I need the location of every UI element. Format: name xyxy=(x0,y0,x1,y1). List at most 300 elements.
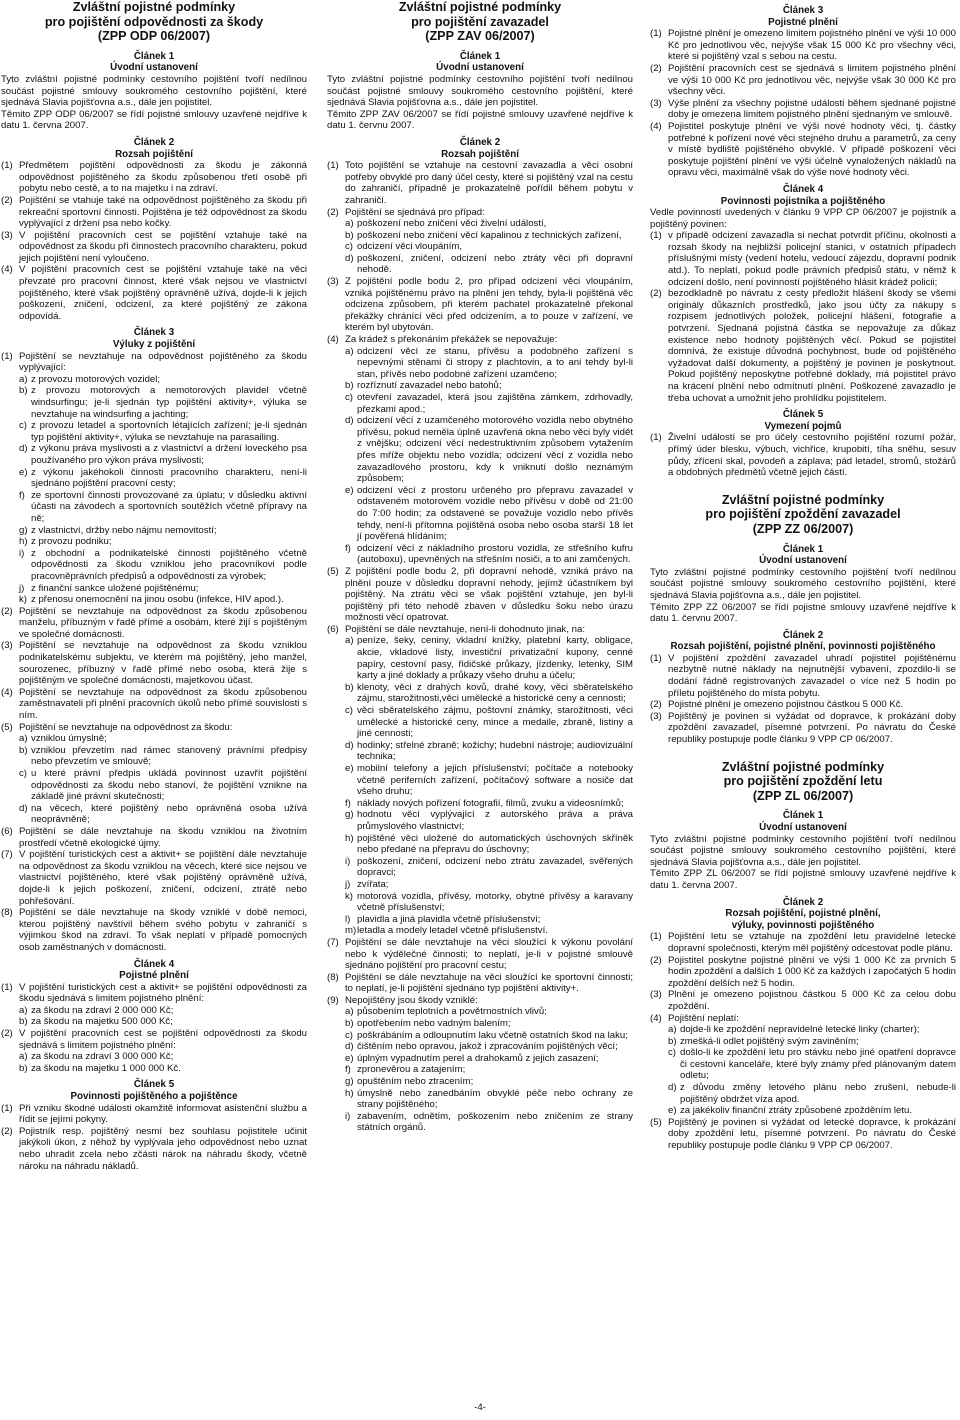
article-heading: Článek 3 Výluky z pojištění xyxy=(112,327,196,351)
list-item xyxy=(1,803,307,826)
paragraph-number: (7) xyxy=(1,849,13,861)
paragraph-number: (3) xyxy=(650,97,662,109)
paragraph-number: (1) xyxy=(327,160,339,172)
article xyxy=(327,51,633,132)
paragraph-text: Tyto zvláštní pojistné podmínky cestovního pojištění tvoří nedílnou součást pojistné smlouvy soukromého cestovního pojištění, které sjednává Slavia pojišťovna a.s., dále jen pojistitel. xyxy=(650,833,956,868)
list-text: mobilní telefony a jejich příslušenství; počítače a notebooky včetně periferních zařízení, počítačový software a nosiče dat všeho druhu; xyxy=(357,763,633,798)
paragraph-number: (5) xyxy=(327,565,339,577)
section-gap xyxy=(650,746,956,760)
paragraph-item xyxy=(650,1117,956,1152)
paragraph-number: (8) xyxy=(1,907,13,919)
list-item xyxy=(327,392,633,415)
paragraph-item xyxy=(650,653,956,699)
list-text: opuštěním nebo ztracením; xyxy=(357,1076,474,1088)
paragraph-text: V pojištění turistických cest a aktivit+ se pojištění dále nevztahuje na odpovědnost za škodu vzniklou na věcech, které sice nejsou ve vlastnictví pojištěného, které však pojištěný oprávněně užívá, dojde-li k jejich poškození, zničení, odcizení, ztrátě nebo pohřešování. xyxy=(19,849,307,907)
paragraph-number: (2) xyxy=(1,605,13,617)
article xyxy=(650,544,956,625)
article-heading: Článek 1 Úvodní ustanovení xyxy=(110,50,198,74)
list-item xyxy=(1,467,307,490)
paragraph-number: (2) xyxy=(650,954,662,966)
paragraph-number: (4) xyxy=(1,264,13,276)
paragraph-text: Pojištění se sjednává pro případ: xyxy=(345,206,485,218)
list-letter: a) xyxy=(345,218,354,230)
list-item xyxy=(1,1005,307,1017)
list-letter: a) xyxy=(668,1024,677,1036)
article-heading: Článek 1 Úvodní ustanovení xyxy=(436,50,524,74)
paragraph-text: Pojištění se vtahuje také na odpovědnost pojištěného za škodu při rekreační sportovní činnosti. Pojištěna je též odpovědnost za škodu vyplývající z držení psa nebo kočky. xyxy=(19,194,307,230)
paragraph-text: Pojištění se nevztahuje na odpovědnost pojištěného za škodu vyplývající: xyxy=(19,350,307,374)
paragraph-item xyxy=(1,687,307,722)
list-text: věci sběratelského zájmu, poštovní známky, starožitnosti, věci umělecké a historické ceny, mince a medaile, zbraně, listiny a jiné cennosti; xyxy=(357,705,633,740)
paragraph-item xyxy=(1,982,307,1005)
page-number: -4- xyxy=(474,1402,486,1413)
paragraph-item xyxy=(327,334,633,346)
paragraph-text: Pojištění se nevztahuje na odpovědnost za škodu: xyxy=(19,721,233,733)
paragraph-item xyxy=(1,195,307,230)
article xyxy=(650,184,956,404)
list-letter: b) xyxy=(668,1035,677,1047)
paragraph-number: (4) xyxy=(650,120,662,132)
paragraph-number: (5) xyxy=(1,721,13,733)
list-item xyxy=(327,1076,633,1088)
list-item xyxy=(650,1047,956,1082)
paragraph-number: (1) xyxy=(1,981,13,993)
paragraph-number: (2) xyxy=(1,194,13,206)
paragraph-text: Tyto zvláštní pojistné podmínky cestovního pojištění tvoří nedílnou součást pojistné smlouvy soukromého cestovního pojištění, které sjednává Slavia pojišťovna a.s., dále jen pojistitel. xyxy=(327,73,633,109)
article xyxy=(1,1079,307,1172)
list-text: poškození, zničení, odcizení nebo ztrátu zavazadel, svěřených dopravci; xyxy=(357,855,633,879)
list-item xyxy=(1,385,307,420)
list-letter: d) xyxy=(19,802,28,814)
list-letter: a) xyxy=(345,345,354,357)
paragraph-item xyxy=(1,230,307,265)
list-letter: c) xyxy=(345,392,353,403)
list-item xyxy=(1,1063,307,1075)
list-item xyxy=(1,443,307,466)
paragraph-number: (4) xyxy=(327,334,339,346)
list-item xyxy=(327,740,633,763)
paragraph-text: Pojištění se dále nevztahuje, není-li dohodnuto jinak, na: xyxy=(345,623,586,635)
section-title: Zvláštní pojistné podmínky pro pojištění zavazadel (ZPP ZAV 06/2007) xyxy=(398,0,562,44)
list-letter: d) xyxy=(19,443,28,455)
paragraph-text: Pojištění se dále nevztahuje na věci sloužící k výkonu povolání nebo k výdělečné činnosti; to neplatí, je-li v pojistné smlouvě sjednáno pojištění pro pracovní cestu; xyxy=(345,936,633,972)
paragraph-text: Pojištění neplatí: xyxy=(668,1012,739,1024)
paragraph-item xyxy=(327,207,633,219)
paragraph-text: Vedle povinností uvedených v článku 9 VPP CP 06/2007 je pojistník a pojištěný povinen: xyxy=(650,207,956,230)
paragraph-text: Výše plnění za všechny pojistné události během sjednané pojistné doby je omezena limitem pojistného plnění sjednaným ve smlouvě. xyxy=(668,97,956,121)
section-title: Zvláštní pojistné podmínky pro pojištění zpoždění letu (ZPP ZL 06/2007) xyxy=(721,759,885,803)
article-heading: Článek 2 Rozsah pojištění xyxy=(441,136,519,160)
list-text: zabavením, odnětím, poškozením nebo zničením ze strany státních orgánů. xyxy=(357,1110,633,1134)
list-letter: d) xyxy=(345,739,354,751)
list-text: z finanční sankce uložené pojištěnému; xyxy=(31,582,199,594)
list-letter: b) xyxy=(345,229,354,241)
paragraph-number: (1) xyxy=(650,652,662,664)
list-item xyxy=(1,420,307,443)
list-item xyxy=(327,879,633,891)
paragraph-text: V pojištění pracovních cest se pojištění odpovědnosti za škodu sjednává s limitem pojistného plnění: xyxy=(19,1028,307,1051)
list-letter: b) xyxy=(345,681,354,693)
list-letter: f) xyxy=(345,1064,351,1076)
paragraph-number: (2) xyxy=(1,1028,13,1040)
paragraph-number: (1) xyxy=(1,350,13,362)
list-letter: a) xyxy=(19,733,28,745)
article xyxy=(650,5,956,179)
list-item xyxy=(327,1111,633,1134)
list-letter: c) xyxy=(19,768,27,779)
list-letter: a) xyxy=(19,373,28,385)
list-item xyxy=(327,635,633,681)
paragraph-item xyxy=(650,1013,956,1025)
paragraph-text: Pojistník resp. pojištěný nesmí bez souhlasu pojistitele učinit jakýkoli úkon, z něhož by vyplývala jeho odpovědnost nebo uznat nebo uhradit zcela nebo zčásti nárok na náhradu škody, včetně nároku na náhradu nákladů. xyxy=(19,1125,307,1172)
list-text: odcizení věcí ze stanu, přívěsu a podobného zařízení s nepevnými stěnami či stropy z plachtovin, a to ani tehdy byl-li stan, přívěs nebo podobné zařízení uzamčeno; xyxy=(357,345,633,380)
paragraph-item xyxy=(1,907,307,953)
paragraph-text: Těmito ZPP ZZ 06/2007 se řídí pojistné smlouvy uzavřené nejdříve k datu 1. červnu 2007. xyxy=(650,601,956,625)
list-text: motorová vozidla, přívěsy, motorky, obytné přívěsy a karavany včetně příslušenství; xyxy=(357,890,633,914)
list-letter: h) xyxy=(19,536,28,548)
list-letter: h) xyxy=(345,832,354,844)
list-item xyxy=(1,525,307,537)
list-text: otevření zavazadel, která jsou zajištěna zámkem, zdrhovadly, přezkami apod.; xyxy=(357,392,633,415)
list-item xyxy=(1,768,307,803)
list-text: zmešká-li odlet pojištěný svým zaviněním; xyxy=(680,1035,859,1047)
list-item xyxy=(327,230,633,242)
list-letter: c) xyxy=(345,1029,353,1041)
list-text: hodinky; střelné zbraně; kožichy; hudební nástroje; audiovizuální technika; xyxy=(357,739,633,763)
paragraph-text: Pojistitel poskytne pojistné plnění ve výši 1 000 Kč za prvních 5 hodin zpoždění a dalších 1 000 Kč za každých i započatých 5 hodin zpoždění delších než 5 hodin. xyxy=(668,954,956,989)
paragraph-text: bezodkladně po návratu z cesty předložit hlášení škody se všemi originály důkazních prostředků, jako jsou účty za nákupy s rozpisem jednotlivých položek, policejní hlášení, fotografie a potvrzení. Sjednaná pojistná částka se nepovažuje za důkaz existence nebo hodnoty pojištěných věcí. Pokud se pojistitel domnívá, že existuje důvodná pochybnost, bude od pojištěného vyžadovat další dokumenty, a pojištěný je povinen je poskytnout. Pokud pojištěný neposkytne potřebné doklady, má pojistitel právo na krácení plnění nebo odmítnutí plnění. Poškozené zavazadlo je třeba uchovat a umožnit jeho prohlídku pojistitelem. xyxy=(668,288,956,404)
list-text: vzniklou převzetím nad rámec stanovený právními předpisy nebo převzetím ve smlouvě; xyxy=(31,744,307,768)
paragraph-number: (3) xyxy=(327,276,339,288)
list-text: rozříznutí zavazadel nebo batohů; xyxy=(357,380,502,392)
article xyxy=(650,409,956,479)
paragraph-text: Pojištění se nevztahuje na odpovědnost za škodu vzniklou podnikatelskému subjektu, ve kterém má pojištěný, jeho manžel, sourozenec, příbuzný v řadě přímé nebo osoba, která žije s pojištěným ve společné domácnosti, majetkovou účast. xyxy=(19,640,307,687)
paragraph-item xyxy=(1,722,307,734)
list-item xyxy=(1,536,307,548)
list-letter: c) xyxy=(19,420,27,432)
list-letter: l) xyxy=(345,913,351,925)
article-heading: Článek 5 Povinnosti pojištěného a pojištěnce xyxy=(70,1079,238,1103)
paragraph-number: (2) xyxy=(650,288,662,300)
paragraph-item xyxy=(650,288,956,404)
paragraph-item xyxy=(650,931,956,954)
list-item xyxy=(1,733,307,745)
paragraph-item xyxy=(650,432,956,478)
list-letter: e) xyxy=(19,466,28,478)
list-item xyxy=(1,594,307,606)
paragraph-number: (4) xyxy=(650,1012,662,1024)
article xyxy=(1,327,307,953)
paragraph-item xyxy=(650,28,956,63)
list-letter: f) xyxy=(345,542,351,554)
list-letter: f) xyxy=(345,797,351,809)
paragraph-number: (3) xyxy=(650,989,662,1001)
paragraph-item xyxy=(650,989,956,1012)
list-letter: a) xyxy=(345,1006,354,1018)
paragraph-item xyxy=(327,624,633,636)
paragraph-item xyxy=(327,995,633,1007)
article xyxy=(650,810,956,891)
paragraph-text: Tyto zvláštní pojistné podmínky cestovního pojištění tvoří nedílnou součást pojistné smlouvy soukromého cestovního pojištění, které sjednává Slavia pojišťovna a.s., dále jen pojistitel. xyxy=(1,73,307,109)
list-text: u které právní předpis ukládá povinnost uzavřít pojištění odpovědnosti za škodu nebo stanoví, že pojištění vznikne na základě jiné právní skutečnosti; xyxy=(31,768,307,803)
paragraph-text: Pojistné plnění je omezeno limitem pojistného plnění ve výši 10 000 Kč pro jednotlivou věc, nejvýše však 15 000 Kč pro všechny věci, které si pojištěný vzal s sebou na cestu. xyxy=(668,28,956,63)
paragraph-item xyxy=(650,63,956,98)
list-text: na věcech, které pojištěný nebo oprávněná osoba užívá neoprávněně; xyxy=(31,802,307,826)
paragraph-text: Nepojištěny jsou škody vzniklé: xyxy=(345,994,478,1006)
list-letter: i) xyxy=(345,1110,351,1122)
list-letter: d) xyxy=(668,1082,677,1094)
paragraph-text: V pojištění turistických cest a aktivit+ se pojištění odpovědnosti za škodu sjednává s limitem pojistného plnění: xyxy=(19,981,307,1005)
paragraph-number: (2) xyxy=(650,62,662,74)
paragraph-number: (3) xyxy=(650,710,662,722)
list-item xyxy=(1,745,307,768)
paragraph-text: V pojištění zpoždění zavazadel uhradí pojistitel pojištěnému nezbytně nutné náklady na nejnutnější vybavení, zpozdilo-li se dodání řádně registrovaných zavazadel o více než 5 hodin po příletu pojištěného do místa pobytu. xyxy=(668,652,956,699)
paragraph-number: (1) xyxy=(1,1102,13,1114)
paragraph-item xyxy=(1,849,307,907)
list-text: poškození nebo zničení věcí kapalinou z technických zařízení, xyxy=(357,229,622,241)
column-right xyxy=(650,0,956,1152)
paragraph-text: Pojištění se dále nevztahuje na věci sloužící ke sportovní činnosti; to neplatí, je-li pojištění sjednáno typ pojištění aktivity+. xyxy=(345,971,633,995)
paragraph-text: Pojištění se nevztahuje na odpovědnost za škodu způsobenou manželu, příbuzným v řadě přímé a osobám, které žijí s pojištěným ve společné domácnosti. xyxy=(19,605,307,640)
article xyxy=(1,51,307,132)
paragraph-item xyxy=(1,1126,307,1172)
list-text: odcizení věci vloupáním, xyxy=(357,241,463,253)
paragraph-text: Pojištění se nevztahuje na odpovědnost za škodu způsobenou zaměstnavateli při plnění pracovních úkolů nebo přímé souvislosti s ním. xyxy=(19,686,307,722)
paragraph-text: Pojištění se dále nevztahuje na škodu vzniklou na životním prostředí včetně ekologické újmy. xyxy=(19,825,307,849)
list-letter: a) xyxy=(345,635,354,647)
paragraph-item xyxy=(1,160,307,195)
article-heading: Článek 4 Povinnosti pojistníka a pojištěného xyxy=(720,183,886,207)
list-text: letadla a modely letadel včetně příslušenství. xyxy=(357,925,548,937)
list-letter: i) xyxy=(345,855,351,867)
list-text: z důvodu změny letového plánu nebo zrušení, nebude-li pojištěný obdržet víza apod. xyxy=(680,1082,956,1105)
list-item xyxy=(327,925,633,937)
list-letter: f) xyxy=(19,489,25,501)
column-middle xyxy=(327,0,633,1134)
list-text: poškrábáním a odloupnutím laku včetně ostatních škod na laku; xyxy=(357,1029,628,1041)
paragraph-number: (1) xyxy=(650,931,662,943)
list-text: za škodu na zdraví 2 000 000 Kč; xyxy=(31,1004,174,1016)
list-letter: k) xyxy=(345,890,353,902)
list-letter: j) xyxy=(345,878,351,890)
paragraph-text: Z pojištění podle bodu 2, pro případ odcizení věci vloupáním, vzniká pojištěnému právo na plnění jen tehdy, byla-li pojištěná věc odcizena způsobem, při kterém pachatel prokazatelně překonal překážky chránící věci před odcizením, a to pouze v zařízení, ve kterém byl ubytován. xyxy=(345,276,633,334)
list-text: za jakékoliv finanční ztráty způsobené zpožděním letu. xyxy=(680,1105,912,1117)
paragraph-item xyxy=(327,972,633,995)
list-text: z provozu letadel a sportovních létajících zařízení; je-li sjednán typ pojištění aktivity+, výluka se nevztahuje na parasailing. xyxy=(31,420,307,443)
paragraph-number: (2) xyxy=(1,1125,13,1137)
list-item xyxy=(650,1024,956,1036)
list-text: klenoty, věci z drahých kovů, drahé kovy, věci sběratelského zájmu, starožitnosti,věci umělecké a historické ceny a cennosti; xyxy=(357,681,633,705)
list-text: hodnotu věcí vyplývající z autorského práva a práva průmyslového vlastnictví; xyxy=(357,809,633,832)
paragraph-number: (3) xyxy=(1,229,13,241)
paragraph-number: (9) xyxy=(327,994,339,1006)
paragraph-item xyxy=(327,566,633,624)
article-heading: Článek 2 Rozsah pojištění, pojistné plnění, výluky, povinnosti pojištěného xyxy=(725,896,881,931)
paragraph-item xyxy=(650,98,956,121)
list-text: úmyslně nebo zanedbáním obvyklé péče nebo ochrany ze strany pojištěného; xyxy=(357,1087,633,1111)
list-letter: e) xyxy=(668,1105,677,1117)
paragraph-item xyxy=(1,606,307,641)
paragraph-item xyxy=(650,230,956,288)
paragraph-item xyxy=(1,1028,307,1051)
list-text: z provozu motorových a nemotorových plavidel včetně windsurfingu; je-li sjednán typ pojištění aktivity+, výluka se nevztahuje na windsurfing a jachting; xyxy=(31,385,307,420)
list-text: vzniklou úmyslně; xyxy=(31,733,107,745)
list-letter: e) xyxy=(345,484,354,496)
paragraph-text: Živelní událostí se pro účely cestovního pojištění rozumí požár, přímý úder blesku, výbuch, vichřice, krupobití, tíha sněhu, sesuv půdy, zřícení skal, povodeň a záplava; pád letadel, stromů, stožárů a obdobných předmětů včetně jejich částí. xyxy=(668,432,956,479)
paragraph-item xyxy=(650,121,956,179)
paragraph-text: Pojistné plnění je omezeno pojistnou částkou 5 000 Kč. xyxy=(668,699,904,711)
list-text: ze sportovní činnosti provozované za úplatu; v důsledku aktivní účasti na závodech a sportovních soutěžích včetně přípravy na ně; xyxy=(31,489,307,524)
paragraph-text: V pojištění pracovních cest se pojištění vztahuje také na odpovědnost za škodu při činnostech pracovního charakteru, pokud jejich pojištění není vyloučeno. xyxy=(19,229,307,264)
list-letter: b) xyxy=(19,1016,28,1028)
column-left xyxy=(1,0,307,1172)
paragraph-text: V pojištění pracovních cest se pojištění vztahuje také na věci převzaté pro pracovní činnost, které však nejsou ve vlastnictví pojištěného, které však pojištěný oprávněně užívá, dojde-li k jejich poškození, zničení, odcizení, za které pojištěný ze zákona odpovídá. xyxy=(19,264,307,322)
paragraph-text: v případě odcizení zavazadla si nechat potvrdit příčinu, okolnosti a rozsah škody na nejbližší policejní stanici, v ostatních případech příslušnými místy (vedení hotelu, vedoucí zájezdu, dopravní podnik atd.). To neplatí, pokud podle právních předpisů státu, v němž k odcizení došlo, není povinností pojištěného hlásit krádež policii; xyxy=(668,230,956,288)
paragraph-number: (6) xyxy=(1,825,13,837)
list-letter: h) xyxy=(345,1087,354,1099)
paragraph-number: (4) xyxy=(1,686,13,698)
list-text: za škodu na majetku 1 000 000 Kč. xyxy=(31,1062,181,1074)
list-text: z výkonu práva myslivosti a z vlastnictví a držení loveckého psa používaného pro výkon práva myslivosti; xyxy=(31,443,307,466)
paragraph-number: (5) xyxy=(650,1116,662,1128)
list-item xyxy=(327,218,633,230)
paragraph-text: Z pojištění podle bodu 2, při dopravní nehodě, vzniká právo na plnění pouze v důsledku dopravní nehody, jejímž účastníkem byl pojištěný. Na ztrátu věci se však pojištění vztahuje, jen byl-li pojištěný při této nehodě zbaven v důsledku šoku nebo úrazu možnosti věcí opatrovat. xyxy=(345,565,633,624)
article-heading: Článek 2 Rozsah pojištění, pojistné plnění, povinnosti pojištěného xyxy=(670,629,936,653)
list-item xyxy=(327,682,633,705)
paragraph-item xyxy=(1,351,307,374)
paragraph-text: Předmětem pojištění odpovědnosti za škodu je zákonná odpovědnost pojištěného za škodu způsobenou třetí osobě při pobytu nebo cestě, a to na majetku i na zdraví. xyxy=(19,160,307,195)
list-text: z vlastnictví, držby nebo nájmu nemovitostí; xyxy=(31,524,217,536)
paragraph-item xyxy=(650,711,956,746)
list-text: peníze, šeky, ceniny, vkladní knížky, platební karty, obligace, akcie, vkladové listy, investiční privatizační kupony, cenné papíry, cestovní pasy, řidičské průkazy, jízdenky, letenky, SIM karty a jiné doklady a průkazy všeho druhu a účelu; xyxy=(357,635,633,682)
list-item xyxy=(327,346,633,381)
paragraph-text: Pojištění pracovních cest se sjednává s limitem pojistného plnění ve výši 10 000 Kč pro jednotlivou věc, nejvýše však 30 000 Kč pro všechny věci. xyxy=(668,62,956,98)
article-heading: Článek 2 Rozsah pojištění xyxy=(115,136,193,160)
list-letter: e) xyxy=(345,763,354,774)
list-text: došlo-li ke zpoždění letu pro stávku nebo jiné opatření dopravce či cestovní kanceláře, které byly známy před plánovaným datem odletu; xyxy=(680,1047,956,1082)
paragraph-item xyxy=(327,937,633,972)
list-letter: c) xyxy=(668,1047,676,1059)
list-item xyxy=(1,374,307,386)
article xyxy=(650,630,956,746)
list-item xyxy=(327,1088,633,1111)
paragraph-number: (6) xyxy=(327,623,339,635)
list-text: úplným vypadnutím perel a drahokamů z jejich zasazení; xyxy=(357,1052,599,1064)
list-item xyxy=(650,1036,956,1048)
list-letter: m) xyxy=(345,925,357,937)
article-heading: Článek 4 Pojistné plnění xyxy=(119,958,189,982)
list-item xyxy=(327,891,633,914)
paragraph-item xyxy=(650,955,956,990)
paragraph-number: (1) xyxy=(650,432,662,444)
list-letter: d) xyxy=(345,415,354,427)
paragraph-text: Tyto zvláštní pojistné podmínky cestovního pojištění tvoří nedílnou součást pojistné smlouvy soukromého cestovního pojištění, které sjednává Slavia pojišťovna a.s., dále jen pojistitel. xyxy=(650,566,956,601)
paragraph-item xyxy=(650,699,956,711)
list-letter: a) xyxy=(19,1051,28,1063)
list-text: za škodu na majetku 500 000 Kč; xyxy=(31,1016,173,1028)
paragraph-number: (2) xyxy=(650,699,662,711)
paragraph-item xyxy=(1,640,307,686)
list-letter: g) xyxy=(345,809,354,821)
paragraph-number: (3) xyxy=(1,640,13,652)
paragraph-number: (1) xyxy=(650,230,662,242)
list-letter: c) xyxy=(345,241,353,253)
list-item xyxy=(1,490,307,525)
list-item xyxy=(327,914,633,926)
list-text: pojištěné věci uložené do automatických úschovných skříněk nebo předané na přepravu do úschovny; xyxy=(357,832,633,856)
paragraph-number: (7) xyxy=(327,936,339,948)
list-text: poškození nebo zničení věci živelní událostí, xyxy=(357,218,547,230)
list-text: zpronevěrou a zatajením; xyxy=(357,1064,466,1076)
paragraph-text: Za krádež s překonáním překážek se nepovažuje: xyxy=(345,334,558,346)
list-text: z provozu podniku; xyxy=(31,536,112,548)
list-item xyxy=(327,543,633,566)
paragraph-text: Pojištěný je povinen si vyžádat od letecké dopravce, k prokázání doby zpoždění letu, písemné potvrzení. Po návratu do České republiky postupuje podle článku 9 VPP CP 06/2007. xyxy=(668,1116,956,1152)
paragraph-text: Těmito ZPP ODP 06/2007 se řídí pojistné smlouvy uzavřené nejdříve k datu 1. června 2007. xyxy=(1,108,307,132)
list-text: z výkonu jakéhokoli činnosti pracovního charakteru, není-li sjednáno pojištění pracovní cesty; xyxy=(31,466,307,490)
paragraph-text: Těmito ZPP ZAV 06/2007 se řídí pojistné smlouvy uzavřené nejdříve k datu 1. červnu 2007. xyxy=(327,108,633,132)
paragraph-item xyxy=(1,826,307,849)
list-letter: e) xyxy=(345,1052,354,1064)
section-title: Zvláštní pojistné podmínky pro pojištění zpoždění zavazadel (ZPP ZZ 06/2007) xyxy=(705,492,901,536)
article xyxy=(1,137,307,323)
list-item xyxy=(1,1051,307,1063)
list-item xyxy=(650,1082,956,1105)
list-item xyxy=(327,856,633,879)
paragraph-item xyxy=(1,264,307,322)
article-heading: Článek 3 Pojistné plnění xyxy=(768,5,838,28)
list-item xyxy=(650,1105,956,1117)
paragraph-item xyxy=(327,160,633,206)
paragraph-item xyxy=(327,276,633,334)
list-item xyxy=(1,548,307,583)
list-letter: g) xyxy=(345,1076,354,1088)
section-title: Zvláštní pojistné podmínky pro pojištění odpovědnosti za škody (ZPP ODP 06/2007) xyxy=(44,0,264,44)
paragraph-item xyxy=(1,1103,307,1126)
list-letter: g) xyxy=(19,524,28,536)
list-item xyxy=(327,415,633,485)
list-item xyxy=(327,705,633,740)
list-letter: i) xyxy=(19,547,25,559)
list-item xyxy=(327,1018,633,1030)
paragraph-text: Pojištěný je povinen si vyžádat od dopravce, k prokázání doby zpoždění zavazadel, písemné potvrzení. Po návratu do České republiky postupuje podle článku 9 VPP CP 06/2007. xyxy=(668,710,956,746)
list-item xyxy=(327,1064,633,1076)
list-text: náklady nových pořízení fotografií, filmů, zvuku a videosnímků; xyxy=(357,797,624,809)
list-item xyxy=(327,809,633,832)
list-item xyxy=(327,253,633,276)
section-gap xyxy=(650,479,956,493)
list-text: odcizení věcí z prostoru určeného pro přepravu zavazadel v odstaveném motorovém vozidle nebo přívěsu v době od 21:00 do 7:00 hodin; za odstavené se považuje vozidlo nebo přívěs tehdy, není-li přítomna pojištěná osoba nebo osoba starší 18 let jí pověřená hlídáním; xyxy=(357,484,633,543)
list-text: poškození, zničení, odcizení nebo ztráty věci při dopravní nehodě. xyxy=(357,252,633,276)
list-item xyxy=(327,485,633,543)
list-text: plavidla a jiná plavidla včetně příslušenství; xyxy=(357,913,541,925)
paragraph-number: (2) xyxy=(327,206,339,218)
list-letter: b) xyxy=(19,1062,28,1074)
list-letter: c) xyxy=(345,705,353,717)
list-text: čištěním nebo opravou, jakož i zpracováním pojištěných věcí; xyxy=(357,1041,618,1053)
list-letter: b) xyxy=(345,1018,354,1030)
list-letter: b) xyxy=(345,380,354,392)
list-letter: k) xyxy=(19,594,27,606)
article-heading: Článek 1 Úvodní ustanovení xyxy=(759,543,847,567)
paragraph-number: (8) xyxy=(327,971,339,983)
list-text: odcizení věcí z nákladního prostoru vozidla, ze střešního kufru (autoboxu), upevněných na střešním nosiči, a to ani zamčených. xyxy=(357,542,633,566)
paragraph-text: Pojištění se dále nevztahuje na škody vzniklé v době nemoci, kterou pojištěný navštívil během svého pobytu v zahraničí s výjimkou škod na zdraví. To však neplatí v případě pomocných osob zaměstnaných v domácnosti. xyxy=(19,907,307,953)
list-text: zvířata; xyxy=(357,878,389,890)
list-item xyxy=(327,1030,633,1042)
list-item xyxy=(327,798,633,810)
article xyxy=(327,137,633,1134)
